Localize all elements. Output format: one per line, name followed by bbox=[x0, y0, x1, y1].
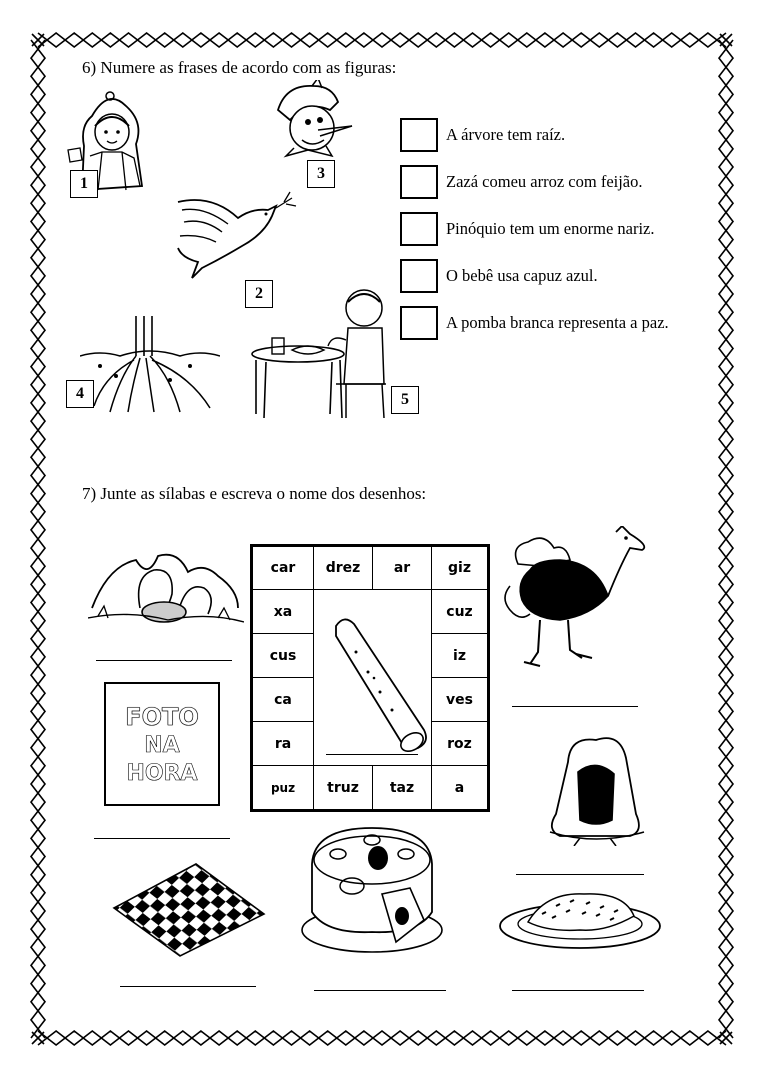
figure-number-3: 3 bbox=[307, 160, 335, 188]
answer-line[interactable] bbox=[512, 990, 644, 991]
photo-sign-icon bbox=[104, 682, 220, 806]
syllable-cell: a bbox=[431, 765, 488, 810]
figure-number-1: 1 bbox=[70, 170, 98, 198]
figure-number-4: 4 bbox=[66, 380, 94, 408]
answer-line[interactable] bbox=[314, 990, 446, 991]
cake-icon bbox=[298, 824, 450, 960]
syllable-cell: ra bbox=[252, 721, 314, 766]
figure-number-5: 5 bbox=[391, 386, 419, 414]
syllable-cell: ar bbox=[372, 546, 432, 590]
pinocchio-icon bbox=[268, 80, 358, 160]
syllable-cell: xa bbox=[252, 589, 314, 634]
sign-text-line: FOTO bbox=[125, 703, 199, 731]
syllable-cell: giz bbox=[431, 546, 488, 590]
syllable-cell: iz bbox=[431, 633, 488, 678]
syllable-grid bbox=[250, 544, 490, 812]
answer-line[interactable] bbox=[516, 874, 644, 875]
sentence-text: O bebê usa capuz azul. bbox=[446, 266, 598, 285]
exercise-6-title: 6) Numere as frases de acordo com as figuras: bbox=[82, 58, 397, 77]
syllable-cell: ca bbox=[252, 677, 314, 722]
checkerboard-icon bbox=[110, 862, 268, 958]
ostrich-icon bbox=[500, 526, 660, 678]
baby-table-icon bbox=[246, 284, 394, 424]
syllable-cell: drez bbox=[313, 546, 373, 590]
figure-number-2: 2 bbox=[245, 280, 273, 308]
number-answer-box[interactable] bbox=[400, 165, 438, 199]
number-answer-box[interactable] bbox=[400, 118, 438, 152]
number-answer-box[interactable] bbox=[400, 212, 438, 246]
sentence-row bbox=[400, 259, 706, 293]
dove-icon bbox=[172, 188, 300, 284]
syllable-cell: roz bbox=[431, 721, 488, 766]
chalk-icon bbox=[316, 592, 428, 762]
answer-line[interactable] bbox=[96, 660, 232, 661]
syllable-cell: truz bbox=[313, 765, 373, 810]
answer-line[interactable] bbox=[512, 706, 638, 707]
sign-text-line: HORA bbox=[126, 761, 198, 786]
cactus-icon bbox=[88, 546, 244, 632]
sentence-row bbox=[400, 118, 706, 152]
answer-line[interactable] bbox=[326, 754, 418, 755]
exercise-7-title: 7) Junte as sílabas e escreva o nome dos desenhos: bbox=[82, 484, 427, 503]
hood-icon bbox=[540, 736, 652, 846]
sentence-text: Zazá comeu arroz com feijão. bbox=[446, 172, 643, 191]
sentence-text: A árvore tem raíz. bbox=[446, 125, 566, 144]
roots-icon bbox=[80, 316, 220, 414]
sentence-row bbox=[400, 165, 706, 199]
sentence-text: Pinóquio tem um enorme nariz. bbox=[446, 219, 655, 238]
syllable-cell: cus bbox=[252, 633, 314, 678]
sentence-row bbox=[400, 212, 706, 246]
number-answer-box[interactable] bbox=[400, 306, 438, 340]
syllable-cell: puz bbox=[252, 765, 314, 810]
answer-line[interactable] bbox=[120, 986, 256, 987]
number-answer-box[interactable] bbox=[400, 259, 438, 293]
sign-text-line: NA bbox=[144, 733, 180, 758]
syllable-cell: car bbox=[252, 546, 314, 590]
syllable-cell: taz bbox=[372, 765, 432, 810]
syllable-cell: ves bbox=[431, 677, 488, 722]
answer-line[interactable] bbox=[94, 838, 230, 839]
rice-plate-icon bbox=[496, 884, 664, 954]
syllable-cell: cuz bbox=[431, 589, 488, 634]
sentence-text: A pomba branca representa a paz. bbox=[446, 313, 669, 332]
sentence-row bbox=[400, 306, 706, 340]
